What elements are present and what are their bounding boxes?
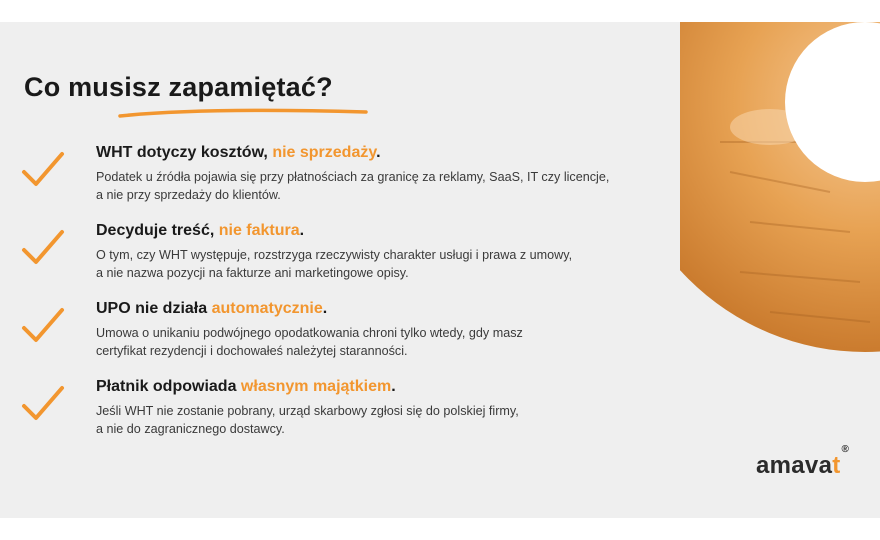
slide bbox=[0, 22, 880, 518]
check-icon bbox=[20, 306, 66, 346]
check-icon bbox=[20, 150, 66, 190]
brush-underline-icon bbox=[118, 106, 368, 120]
item-heading: WHT dotyczy kosztów, nie sprzedaży. bbox=[96, 144, 381, 161]
item-heading: UPO nie działa automatycznie. bbox=[96, 300, 328, 317]
list-item bbox=[0, 378, 700, 448]
item-description: Podatek u źródła pojawia się przy płatnościach za granicę za reklamy, SaaS, IT czy licencje, a nie przy sprzedaży do klientów. bbox=[96, 170, 610, 202]
item-description: Jeśli WHT nie zostanie pobrany, urząd skarbowy zgłosi się do polskiej firmy, a nie do zagranicznego dostawcy. bbox=[96, 404, 519, 436]
check-icon bbox=[20, 228, 66, 268]
amavat-logo: amavat® bbox=[756, 444, 850, 479]
check-icon bbox=[20, 384, 66, 424]
page-title: Co musisz zapamiętać? bbox=[24, 72, 333, 102]
item-heading: Płatnik odpowiada własnym majątkiem. bbox=[96, 378, 396, 395]
item-description: Umowa o unikaniu podwójnego opodatkowania chroni tylko wtedy, gdy masz certyfikat rezydencji i dochowałeś należytej staranności. bbox=[96, 326, 523, 358]
list-item bbox=[0, 144, 700, 214]
list-item bbox=[0, 222, 700, 292]
decorative-photo-ring bbox=[680, 22, 880, 518]
item-heading: Decyduje treść, nie faktura. bbox=[96, 222, 305, 239]
list-item bbox=[0, 300, 700, 370]
item-description: O tym, czy WHT występuje, rozstrzyga rzeczywisty charakter usługi i prawa z umowy, a nie nazwa pozycji na fakturze ani marketingowe opisy. bbox=[96, 248, 573, 280]
